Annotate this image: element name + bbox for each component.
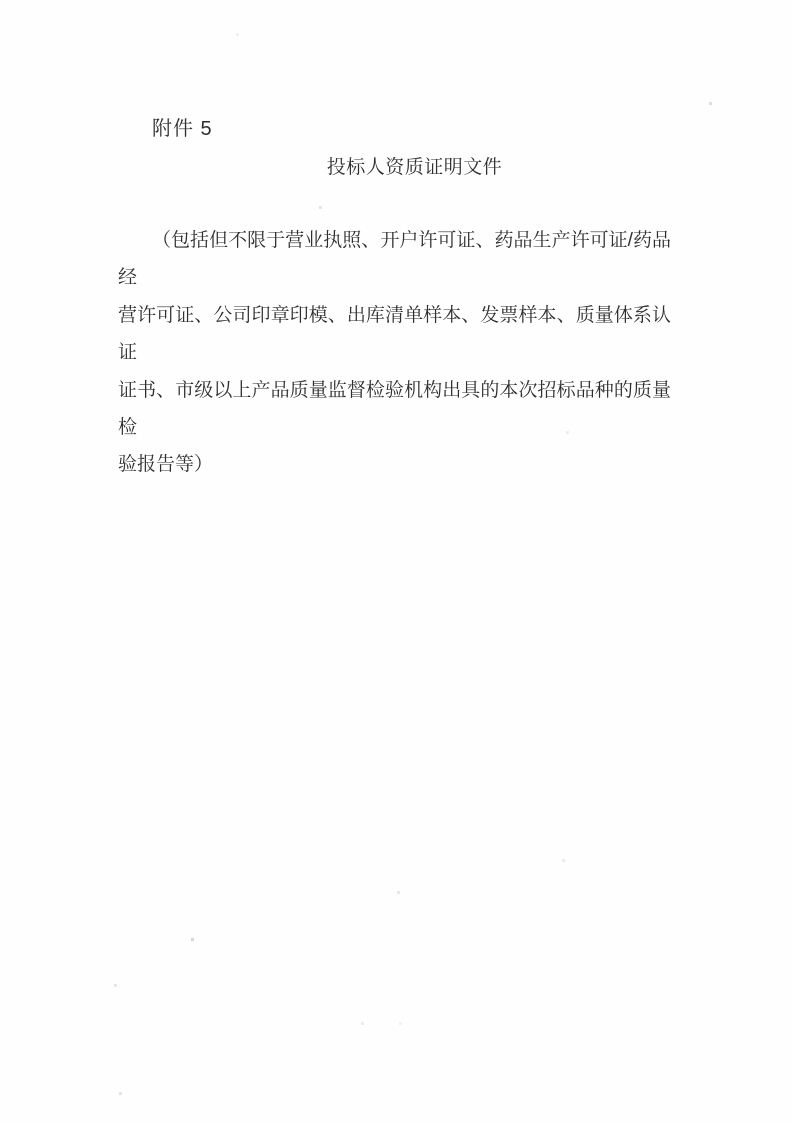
- paragraph-line-4: 验报告等）: [118, 454, 214, 476]
- scan-noise-specks: [0, 0, 1, 1]
- paragraph-line-2: 营许可证、公司印章印模、出库清单样本、发票样本、质量体系认证: [118, 304, 671, 364]
- attachment-label: 附件 5: [152, 118, 213, 140]
- qualification-note-paragraph: [118, 222, 671, 484]
- paragraph-line-3: 证书、市级以上产品质量监督检验机构出具的本次招标品种的质量检: [118, 379, 671, 439]
- paragraph-line-1: （包括但不限于营业执照、开户许可证、药品生产许可证/药品经: [118, 230, 671, 289]
- page-title: 投标人资质证明文件: [326, 157, 503, 178]
